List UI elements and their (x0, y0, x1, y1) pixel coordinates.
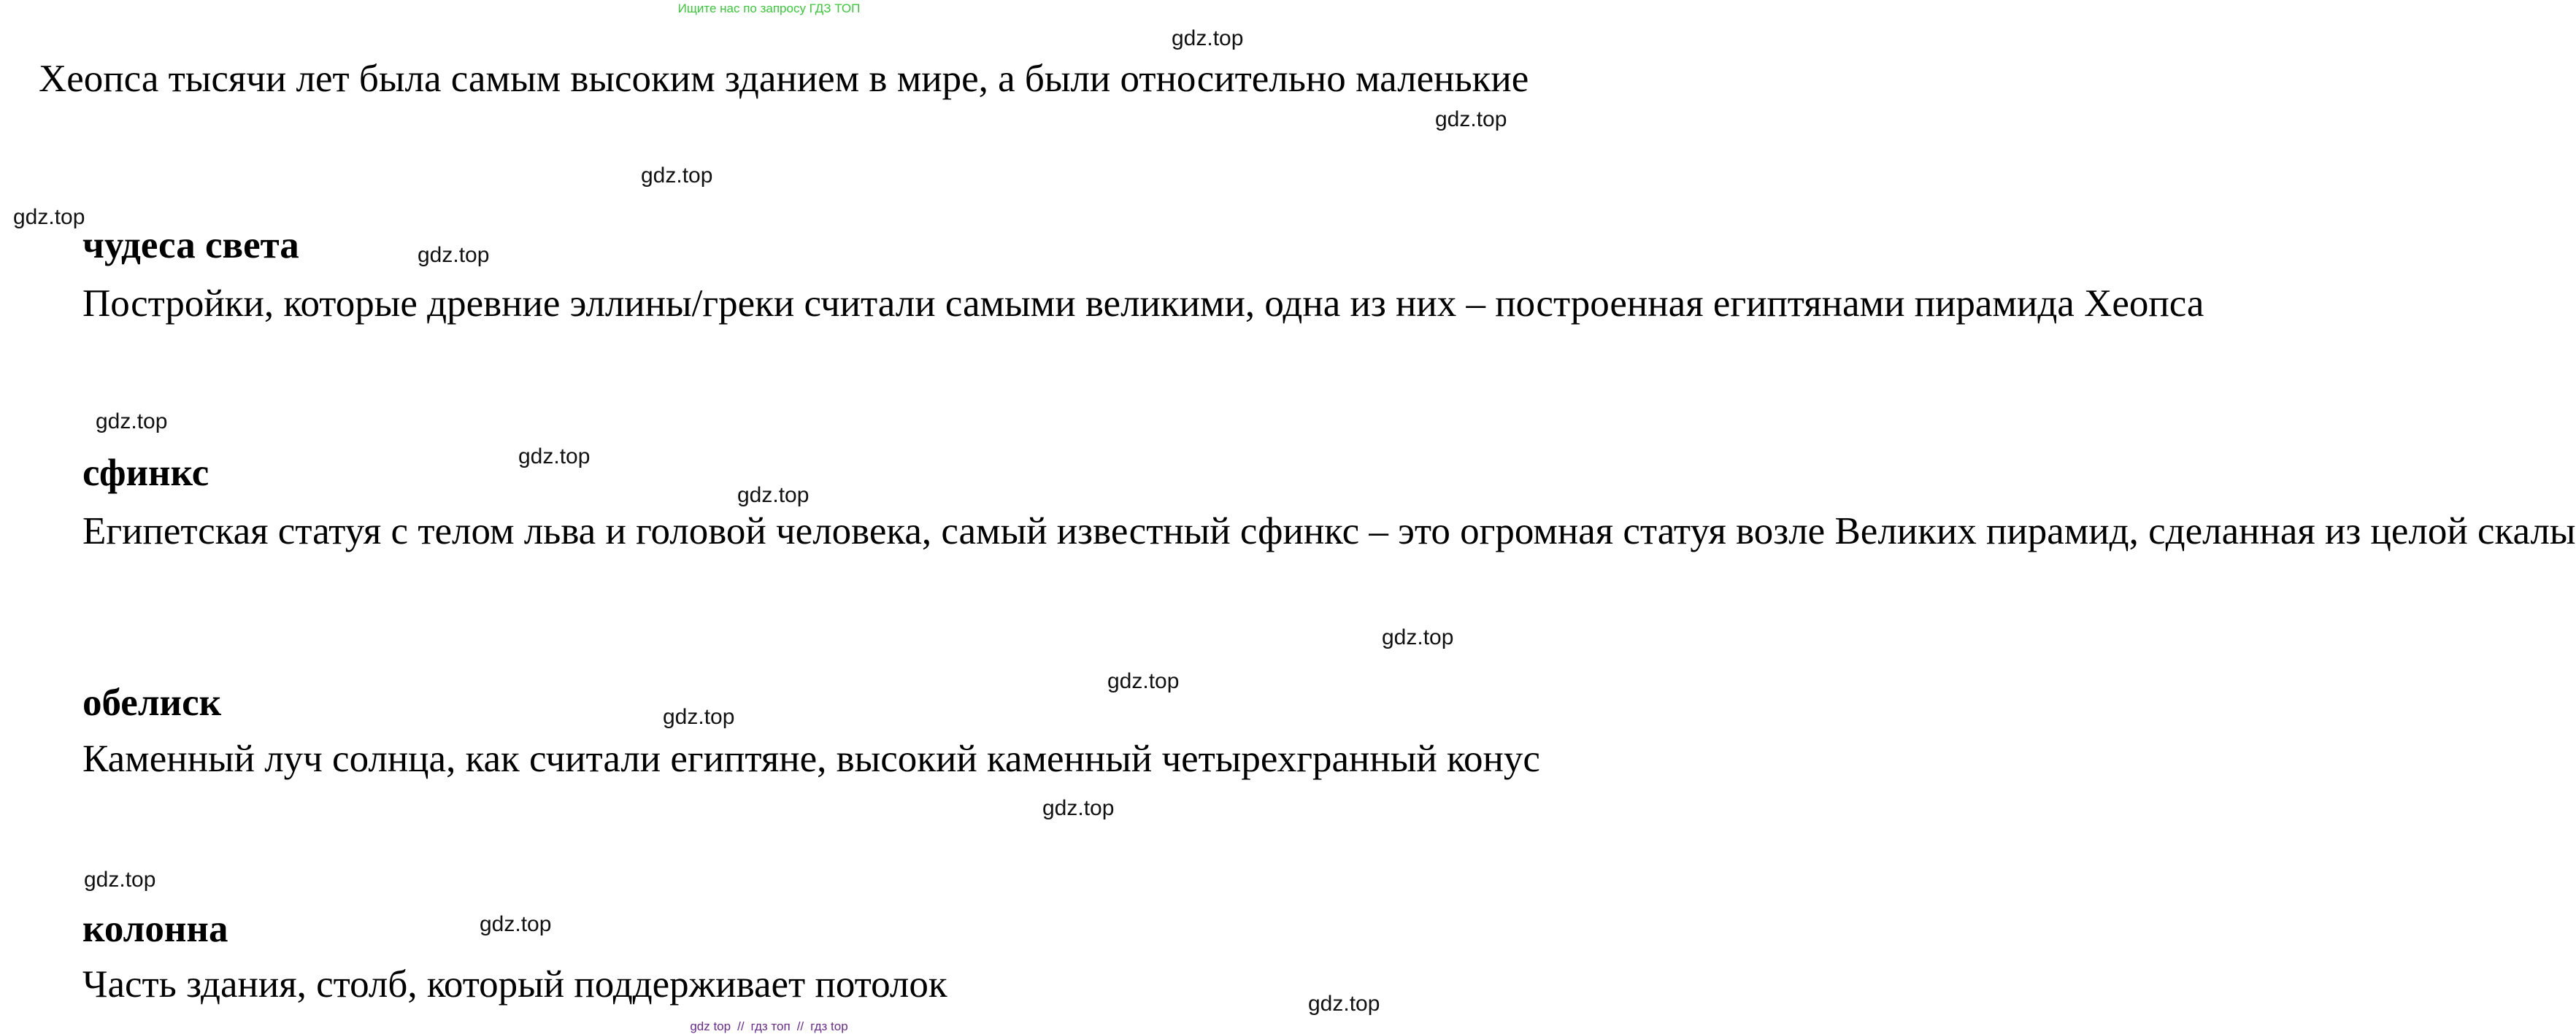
watermark: gdz.top (418, 243, 490, 267)
watermark: gdz.top (13, 205, 85, 229)
definition-obelisk (39, 730, 1540, 787)
watermark: gdz.top (96, 409, 168, 433)
watermark: gdz.top (737, 483, 810, 507)
footer-separator: // (737, 1019, 745, 1033)
term-heading-wonders: чудеса света (82, 224, 299, 266)
watermark: gdz.top (1172, 26, 1244, 50)
watermark: gdz.top (663, 705, 735, 729)
watermark: gdz.top (84, 868, 156, 892)
definition-text: Постройки, которые древние эллины/греки считали самыми великими, одна из них – построенная египтянами пирамида Хеопса (82, 282, 2204, 325)
footer-separator: // (796, 1019, 804, 1033)
footer-link[interactable]: гдз топ (750, 1019, 791, 1033)
definition-text: Каменный луч солнца, как считали египтяне, высокий каменный четырехгранный конус (82, 738, 1540, 780)
term-heading-obelisk: обелиск (82, 682, 222, 724)
footer-link[interactable]: gdz top (690, 1019, 731, 1033)
search-hint-banner: Ищите нас по запросу ГДЗ ТОП (677, 1, 861, 15)
definition-column (39, 956, 1480, 1013)
footer-link[interactable]: гдз top (810, 1019, 848, 1033)
intro-paragraph: Хеопса тысячи лет была самым высоким зданием в мире, а были относительно маленькие (39, 58, 1529, 100)
watermark: gdz.top (480, 912, 552, 936)
term-heading-sphinx: сфинкс (82, 452, 209, 494)
watermark: gdz.top (1435, 107, 1507, 131)
definition-sphinx (39, 503, 2576, 560)
watermark: gdz.top (1042, 796, 1115, 820)
footer-links (0, 1019, 1538, 1034)
watermark: gdz.top (641, 163, 713, 188)
watermark: gdz.top (518, 444, 591, 468)
definition-text: Часть здания, столб, который поддерживает потолок (82, 963, 947, 1006)
definition-wonders (39, 275, 2204, 332)
watermark: gdz.top (1107, 669, 1180, 693)
watermark: gdz.top (1382, 625, 1454, 649)
watermark: gdz.top (1308, 992, 1380, 1016)
term-heading-column: колонна (82, 908, 228, 950)
definition-text: Египетская статуя с телом льва и головой человека, самый известный сфинкс – это огромная статуя возле Великих пирамид, сделанная из целой скалы (82, 510, 2576, 552)
